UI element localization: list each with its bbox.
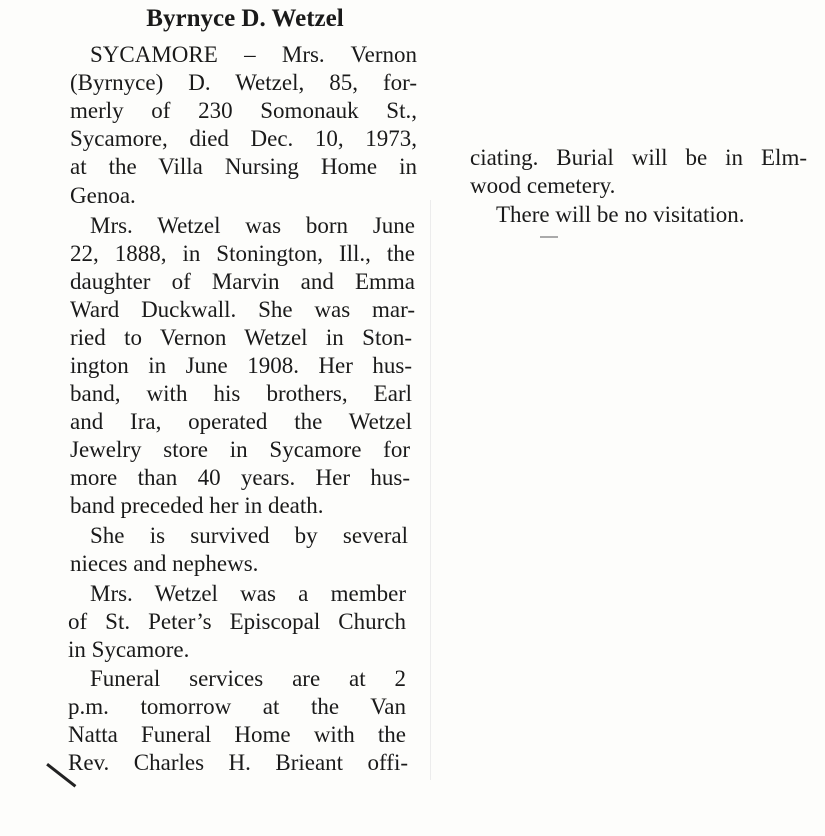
obituary-headline: Byrnyce D. Wetzel — [146, 5, 344, 32]
text-line: of St. Peter’s Episcopal Church — [68, 609, 406, 634]
text-line: 22, 1888, in Stonington, Ill., the — [70, 241, 415, 266]
text-line: band, with his brothers, Earl — [70, 381, 412, 406]
text-line: Rev. Charles H. Brieant offi- — [68, 750, 408, 775]
text-line: more than 40 years. Her hus- — [70, 465, 410, 490]
text-line: (Byrnyce) D. Wetzel, 85, for- — [70, 70, 417, 95]
text-line: in Sycamore. — [68, 637, 190, 662]
text-line: Sycamore, died Dec. 10, 1973, — [70, 126, 417, 151]
text-line: Mrs. Wetzel was a member — [90, 581, 406, 606]
text-line: daughter of Marvin and Emma — [70, 269, 415, 294]
text-line: There will be no visitation. — [496, 202, 745, 227]
text-line: Funeral services are at 2 — [90, 666, 406, 691]
text-line: ciating. Burial will be in Elm- — [470, 145, 807, 170]
text-line: and Ira, operated the Wetzel — [70, 409, 412, 434]
text-line: Mrs. Wetzel was born June — [90, 213, 415, 238]
text-line: Jewelry store in Sycamore for — [70, 437, 410, 462]
text-line: nieces and nephews. — [70, 551, 259, 576]
text-line: wood cemetery. — [470, 173, 616, 198]
text-line: SYCAMORE – Mrs. Vernon — [90, 42, 417, 67]
text-line: at the Villa Nursing Home in — [70, 154, 417, 179]
text-line: ington in June 1908. Her hus- — [70, 353, 412, 378]
text-line: ried to Vernon Wetzel in Ston- — [70, 325, 412, 350]
text-line: Ward Duckwall. She was mar- — [70, 297, 415, 322]
text-line: She is survived by several — [90, 523, 408, 548]
text-line: p.m. tomorrow at the Van — [68, 694, 406, 719]
text-line: Natta Funeral Home with the — [68, 722, 406, 747]
text-line: merly of 230 Somonauk St., — [70, 98, 417, 123]
text-line: Genoa. — [70, 183, 136, 208]
scan-mark — [540, 236, 558, 238]
text-line: band preceded her in death. — [70, 493, 324, 518]
column-divider — [430, 200, 431, 780]
